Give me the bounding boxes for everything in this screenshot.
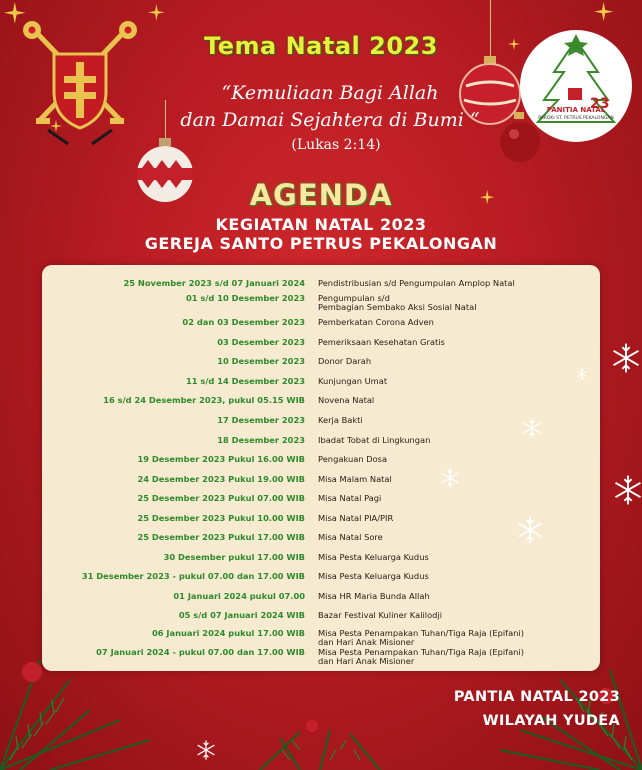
agenda-event: Misa Natal Pagi	[318, 493, 382, 503]
agenda-event: Ibadat Tobat di Lingkungan	[318, 435, 431, 445]
agenda-event-continued: Pembagian Sembako Aksi Sosial Natal	[318, 302, 477, 312]
agenda-event: Misa Natal Sore	[318, 532, 383, 542]
agenda-event: Misa Malam Natal	[318, 474, 392, 484]
snowflake-icon	[519, 517, 542, 543]
snowflake-icon	[577, 368, 587, 380]
snowflake-icon	[442, 468, 459, 487]
agenda-date: 25 November 2023 s/d 07 Januari 2024	[123, 278, 305, 288]
agenda-date: 18 Desember 2023	[217, 435, 305, 445]
verse-reference: (Lukas 2:14)	[291, 137, 381, 153]
agenda-date: 11 s/d 14 Desember 2023	[185, 376, 305, 386]
agenda-date: 01 s/d 10 Desember 2023	[185, 293, 305, 303]
footer-line-1: PANTIA NATAL 2023	[453, 689, 620, 705]
agenda-date: 25 Desember 2023 Pukul 10.00 WIB	[137, 513, 305, 523]
agenda-event: Kunjungan Umat	[318, 376, 388, 386]
agenda-date: 06 Januari 2024 pukul 17.00 WIB	[151, 628, 305, 638]
agenda-date: 03 Desember 2023	[217, 337, 305, 347]
snowflake-icon	[524, 418, 541, 437]
agenda-date: 24 Desember 2023 Pukul 19.00 WIB	[137, 474, 305, 484]
agenda-date: 25 Desember 2023 Pukul 17.00 WIB	[137, 532, 305, 542]
agenda-event: Kerja Bakti	[318, 415, 363, 425]
agenda-title: AGENDA	[249, 178, 393, 212]
agenda-event: Pemeriksaan Kesehatan Gratis	[318, 337, 445, 347]
agenda-event: Pemberkatan Corona Adven	[318, 317, 434, 327]
agenda-date: 10 Desember 2023	[217, 356, 305, 366]
agenda-event-continued: dan Hari Anak Misioner	[318, 656, 415, 666]
logo-subtitle: PAROKI ST. PETRUS PEKALONGAN	[538, 116, 614, 121]
agenda-date: 19 Desember 2023 Pukul 16.00 WIB	[137, 454, 305, 464]
agenda-event-continued: dan Hari Anak Misioner	[318, 637, 415, 647]
theme-title: Tema Natal 2023	[204, 32, 438, 60]
quote-line-1: “Kemuliaan Bagi Allah	[221, 82, 439, 104]
subtitle-line-1: KEGIATAN NATAL 2023	[215, 215, 427, 234]
agenda-date: 07 Januari 2024 - pukul 07.00 dan 17.00 WIB	[96, 647, 305, 657]
agenda-date: 17 Desember 2023	[217, 415, 305, 425]
agenda-date: 16 s/d 24 Desember 2023, pukul 05.15 WIB	[103, 395, 305, 405]
agenda-event: Novena Natal	[318, 395, 375, 405]
agenda-event: Misa Pesta Penampakan Tuhan/Tiga Raja (Epifani)	[318, 628, 524, 638]
logo-title: PANITIA NATAL	[546, 106, 606, 114]
agenda-event: Misa Natal PIA/PIR	[318, 513, 394, 523]
agenda-event: Misa Pesta Penampakan Tuhan/Tiga Raja (Epifani)	[318, 647, 524, 657]
agenda-date: 02 dan 03 Desember 2023	[182, 317, 305, 327]
snowflake-icon	[616, 476, 641, 505]
subtitle-line-2: GEREJA SANTO PETRUS PEKALONGAN	[144, 234, 498, 253]
agenda-event: Bazar Festival Kuliner Kalilodji	[318, 610, 443, 620]
quote-line-2: dan Damai Sejahtera di Bumi “	[180, 109, 480, 131]
snowflake-icon	[614, 344, 639, 373]
agenda-date: 30 Desember pukul 17.00 WIB	[163, 552, 305, 562]
agenda-event: Pendistribusian s/d Pengumpulan Amplop Natal	[318, 278, 515, 288]
quote-text	[170, 80, 490, 134]
agenda-date: 01 Januari 2024 pukul 07.00	[173, 591, 305, 601]
agenda-event: Pengakuan Dosa	[318, 454, 388, 464]
agenda-event: Misa Pesta Keluarga Kudus	[318, 571, 429, 581]
agenda-date: 05 s/d 07 Januari 2024 WIB	[178, 610, 305, 620]
agenda-event: Misa Pesta Keluarga Kudus	[318, 552, 429, 562]
footer-line-2: WILAYAH YUDEA	[482, 713, 620, 729]
agenda-event: Pengumpulan s/d	[318, 293, 390, 303]
agenda-date: 25 Desember 2023 Pukul 07.00 WIB	[137, 493, 305, 503]
svg-text:23: 23	[590, 96, 610, 112]
agenda-event: Misa HR Maria Bunda Allah	[318, 591, 430, 601]
agenda-event: Donor Darah	[318, 356, 372, 366]
agenda-date: 31 Desember 2023 - pukul 07.00 dan 17.00 WIB	[81, 571, 305, 581]
